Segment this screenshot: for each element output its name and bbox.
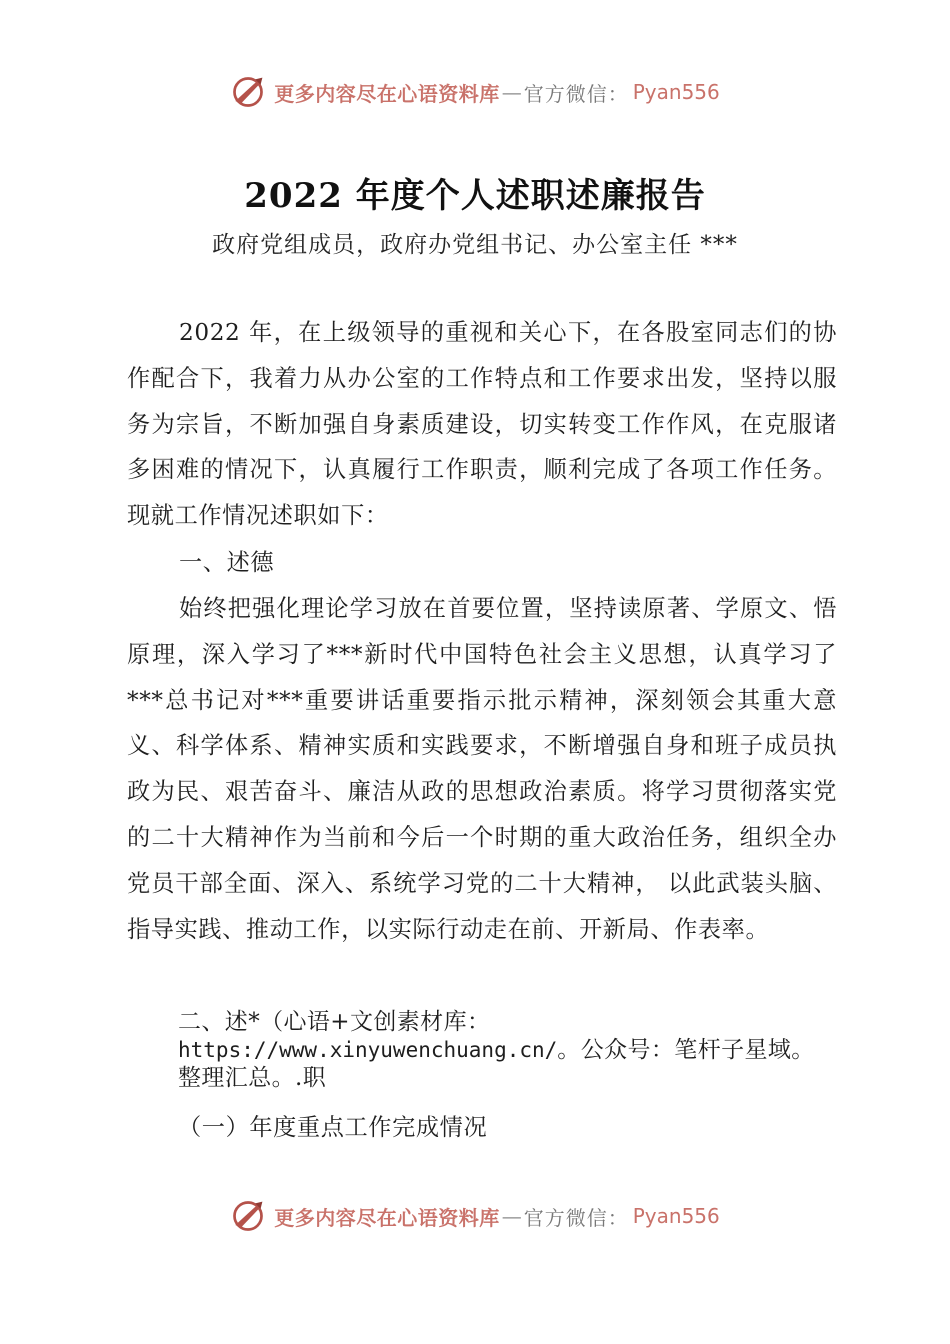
wechat-id: Pyan556 xyxy=(632,1204,720,1228)
header-watermark-banner xyxy=(0,70,950,114)
promo-text: 更多内容尽在心语资料库 xyxy=(274,1205,500,1230)
document-title: 2022 年度个人述职述廉报告 xyxy=(244,176,706,216)
promo-text: 更多内容尽在心语资料库 xyxy=(274,81,500,106)
subsection-heading-key-work: （一）年度重点工作完成情况 xyxy=(178,1114,488,1141)
source-url-link[interactable]: https://www.xinyuwenchuang.cn/ xyxy=(178,1038,558,1062)
footer-watermark-banner xyxy=(0,1194,950,1238)
separator-dash: — xyxy=(501,80,522,104)
wechat-label: 官方微信： xyxy=(523,81,629,106)
wechat-label: 官方微信： xyxy=(523,1205,629,1230)
section-body-moral: 始终把强化理论学习放在首要位置，坚持读原著、学原文、悟原理，深入学习了***新时代中国特色社会主义思想，认真学习了***总书记对***重要讲话重要指示批示精神，深刻领会其重大意义、科学体系、精神实质和实践要求，不断增强自身和班子成员执政为民、艰苦奋斗、廉洁从政的思想政治素质。将学习贯彻落实党的二十大精神作为当前和今后一个时期的重大政治任务，组织全办党员干部全面、深入、系统学习党的二十大精神， 以此武装头脑、指导实践、推动工作，以实际行动走在前、开新局、作表率。 xyxy=(127,595,837,943)
intro-paragraph: 2022 年，在上级领导的重视和关心下，在各股室同志们的协作配合下，我着力从办公室的工作特点和工作要求出发，坚持以服务为宗旨，不断加强自身素质建设，切实转变工作作风，在克服诸多困难的情况下，认真履行工作职责，顺利完成了各项工作任务。现就工作情况述职如下： xyxy=(127,319,837,530)
separator-dash: — xyxy=(501,1204,522,1228)
section-heading-moral: 一、述德 xyxy=(179,549,275,576)
wechat-id: Pyan556 xyxy=(632,80,720,104)
section-heading-duty xyxy=(178,1008,828,1092)
section-heading-duty-prefix: 二、述*（心语+文创素材库： xyxy=(178,1009,491,1035)
quill-logo-icon xyxy=(230,1198,266,1234)
section-heading-duty-suffix: 。公众号：笔杆子星域。整理汇总。.职 xyxy=(178,1037,815,1091)
quill-logo-icon xyxy=(230,74,266,110)
document-subtitle: 政府党组成员，政府办党组书记、办公室主任 *** xyxy=(212,232,738,258)
